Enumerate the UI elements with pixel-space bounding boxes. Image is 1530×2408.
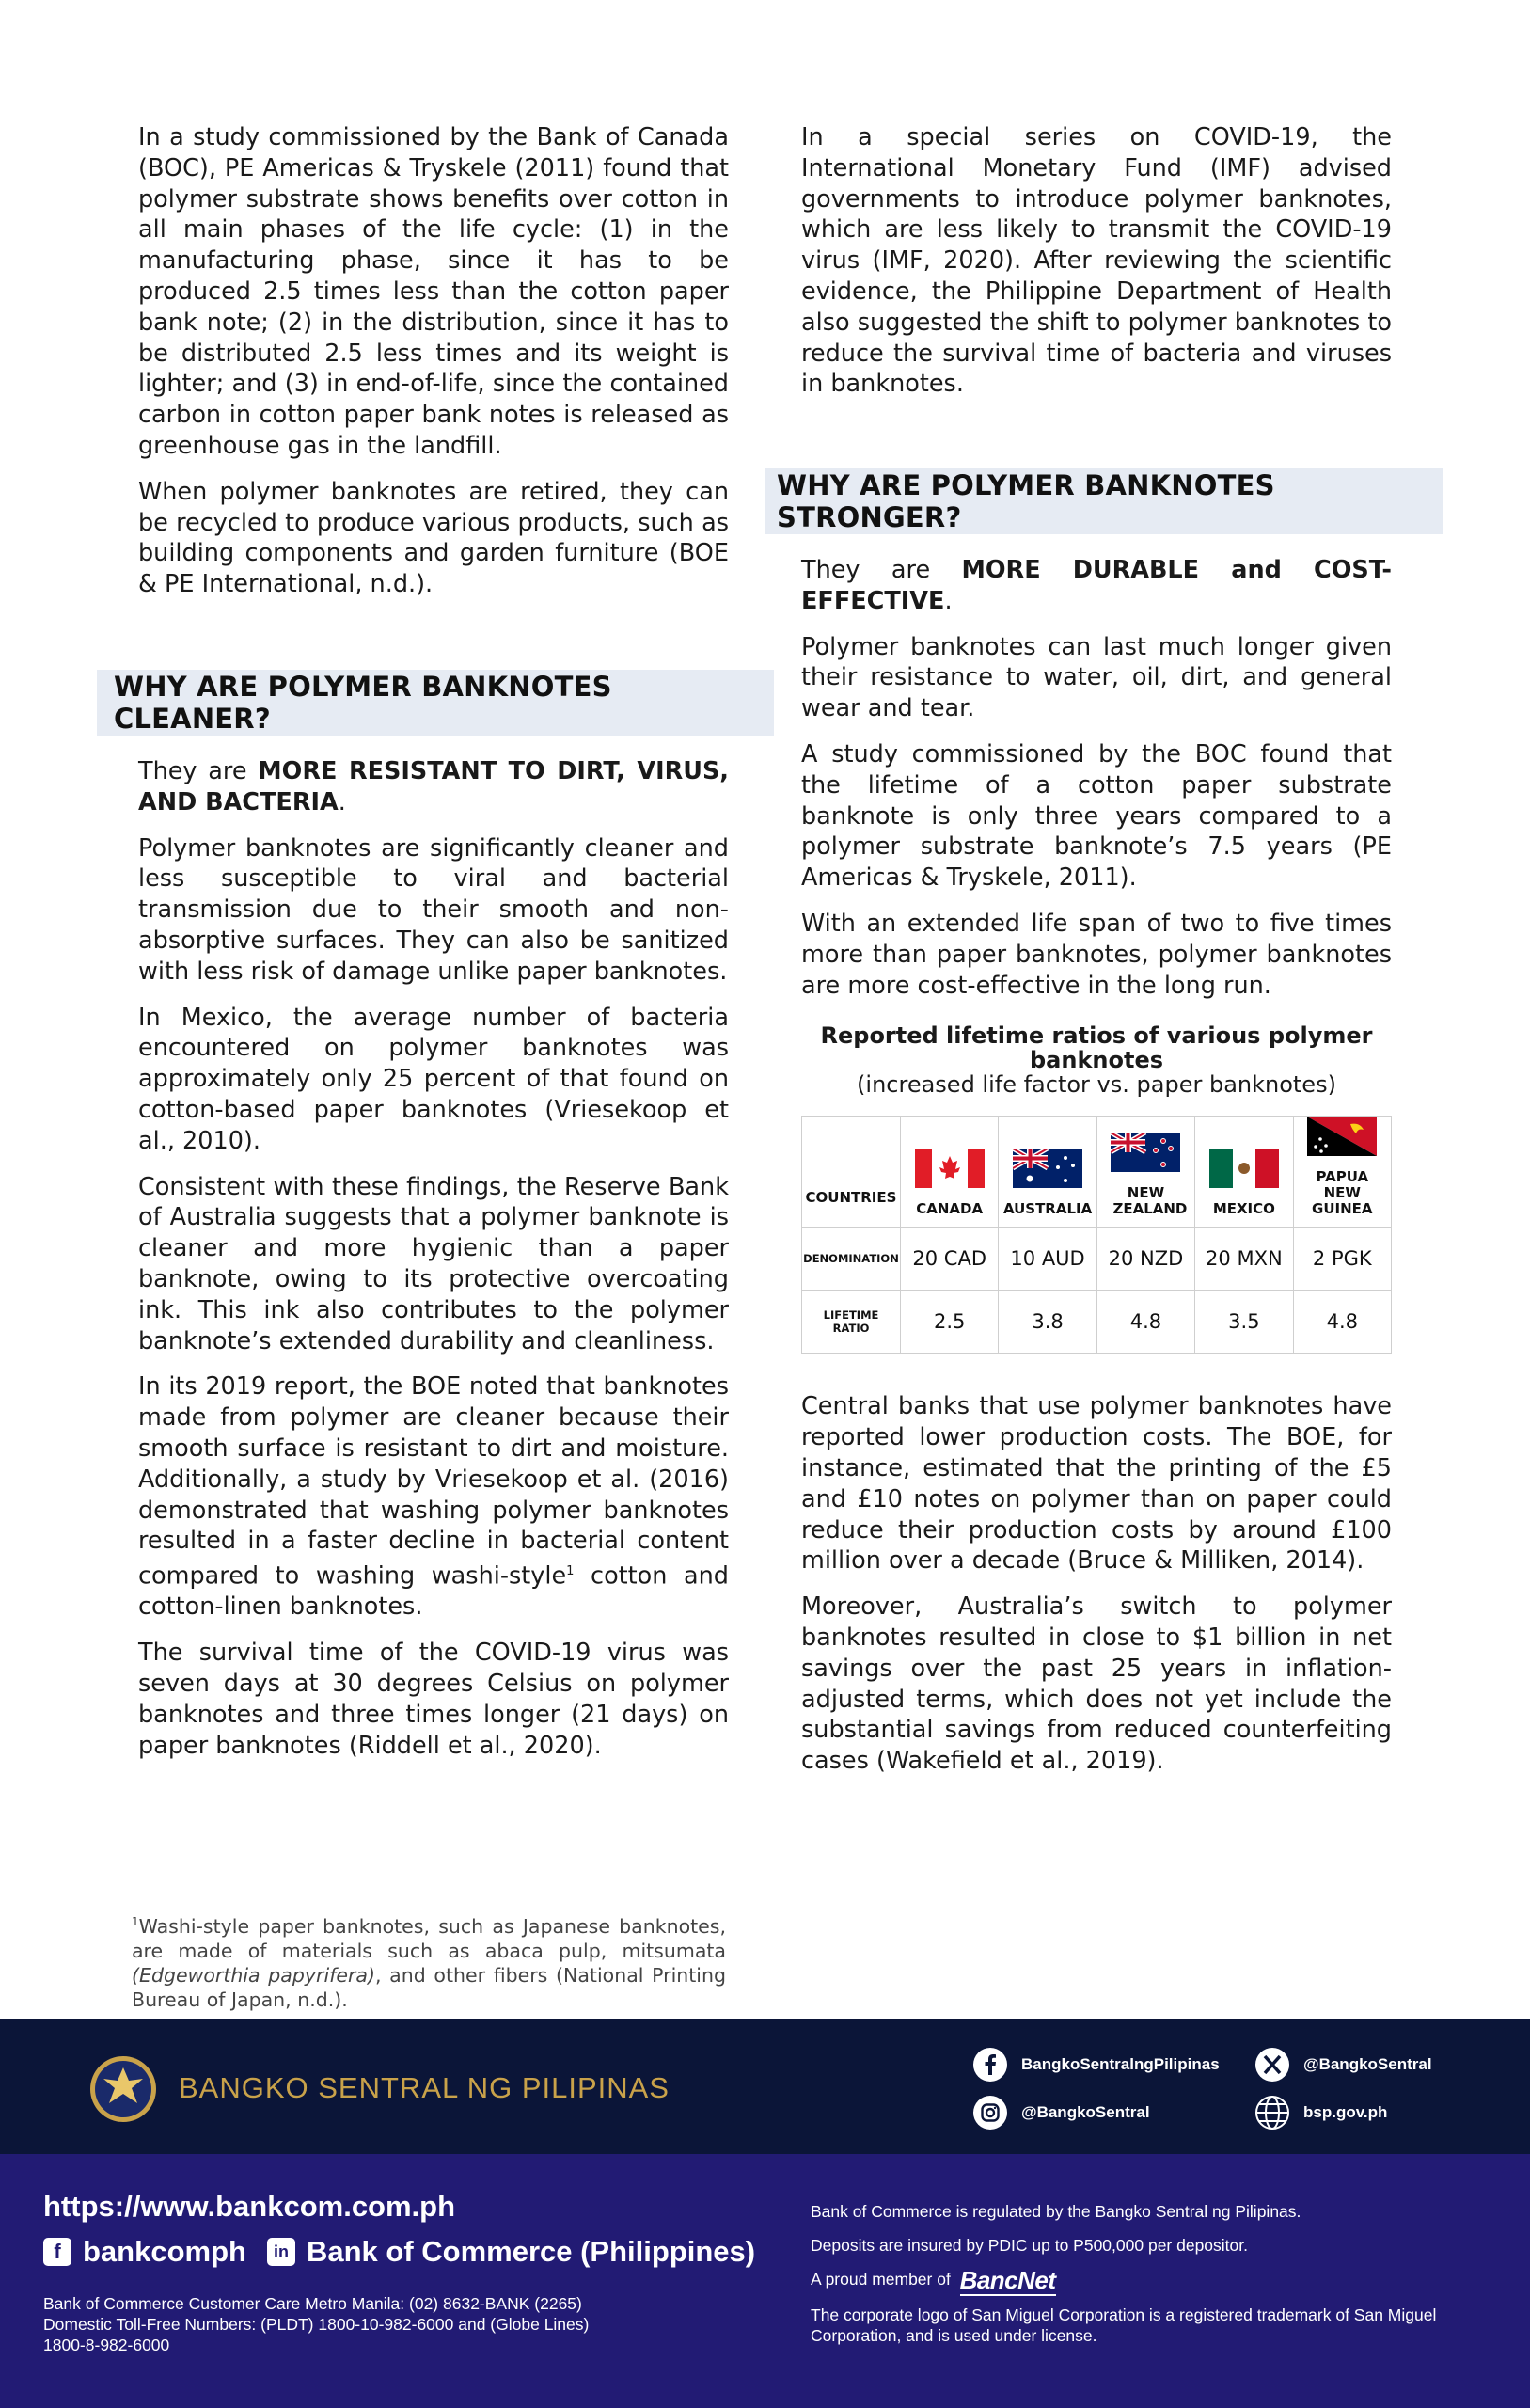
footnote-text: Washi-style paper banknotes, such as Japanese banknotes, are made of materials such as abaca pulp, mitsumata: [132, 1914, 726, 1962]
table-header-cell: [1195, 1117, 1293, 1228]
trademark-note: The corporate logo of San Miguel Corporation is a registered trademark of San Miguel Corporation, and is used under license.: [811, 2305, 1437, 2346]
section-heading-stronger: WHY ARE POLYMER BANKNOTES STRONGER?: [777, 469, 1275, 533]
paragraph: Consistent with these findings, the Reserve Bank of Australia suggests that a polymer banknote is cleaner and more hygienic than a paper banknote, owing to its protective overcoating ink. This ink also contributes to the polymer banknote’s extended durability and cleanliness.: [138, 1172, 729, 1355]
country-name: CANADA: [916, 1200, 984, 1218]
boc-disclaimers: [811, 2201, 1488, 2359]
paragraph: In Mexico, the average number of bacteria encountered on polymer banknotes was approximately only 25 percent of that found on cotton-based paper banknotes (Vriesekoop et al., 2010).: [138, 1003, 729, 1155]
table-cell: 3.8: [999, 1291, 1096, 1354]
bsp-footer-band: [0, 2019, 1530, 2154]
mexico-flag-icon: [1209, 1149, 1279, 1188]
table-cell: 4.8: [1096, 1291, 1194, 1354]
membership-note: [811, 2266, 1488, 2295]
paragraph: Central banks that use polymer banknotes have reported lower production costs. The BOE, for instance, estimated that the printing of the £5 and £10 notes on polymer than on paper could reduce their production costs by around £100 million over a decade (Bruce & Milliken, 2014).: [801, 1392, 1392, 1576]
table-row-lifetime-ratio: [802, 1291, 1392, 1354]
right-column: [801, 122, 1392, 415]
paragraph-part: In its 2019 report, the BOE noted that banknotes made from polymer are cleaner because their smooth surface is resistant to dirt and moisture. Additionally, a study by Vriesekoop et al. (2016) demonstrated that washing polymer banknotes resulted in a faster decline in bacterial content compared to washing washi-style: [138, 1372, 729, 1591]
paragraph: [138, 1371, 729, 1623]
paragraph: Moreover, Australia’s switch to polymer banknotes resulted in close to $1 billion in net savings over the past 25 years in inflation-adjusted terms, which does not yet include the substantial savings from reduced counterfeiting cases (Wakefield et al., 2019).: [801, 1592, 1392, 1776]
lead-prefix: They are: [138, 757, 259, 785]
linkedin-icon: in: [267, 2238, 295, 2266]
boc-website-link[interactable]: https://www.bankcom.com.ph: [43, 2190, 456, 2223]
right-column-continued: [801, 555, 1392, 1792]
paragraph-part: cotton and cotton-linen banknotes.: [138, 1561, 729, 1622]
table-cell: 20 MXN: [1195, 1228, 1293, 1291]
country-name: MEXICO: [1212, 1200, 1275, 1218]
facebook-icon: [972, 2047, 1008, 2083]
footnote-number: 1: [132, 1915, 139, 1928]
paragraph: A study commissioned by the BOC found that the lifetime of a cotton paper substrate banknote is only three years compared to a polymer substrate banknote’s 7.5 years (PE Americas & Tryskele, 2011).: [801, 739, 1392, 893]
header-label-text: COUNTRIES: [805, 1189, 897, 1207]
table-row-denomination: [802, 1228, 1392, 1291]
paragraph: Polymer banknotes are significantly cleaner and less susceptible to viral and bacterial transmission due to their smooth and non-absorptive surfaces. They can also be sanitized with less risk of damage unlike paper banknotes.: [138, 833, 729, 986]
canada-flag-icon: [915, 1149, 985, 1188]
paragraph: The survival time of the COVID-19 virus was seven days at 30 degrees Celsius on polymer banknotes and three times longer (21 days) on paper banknotes (Riddell et al., 2020).: [138, 1639, 729, 1760]
bsp-seal-icon: [88, 2054, 158, 2124]
boc-contact-info: [43, 2293, 683, 2355]
boc-facebook-link[interactable]: bankcomph: [83, 2235, 246, 2268]
pdic-note: Deposits are insured by PDIC up to P500,000 per depositor.: [811, 2236, 1248, 2255]
table-header-label: [802, 1117, 901, 1228]
table-header-cell: [1096, 1117, 1194, 1228]
papua-new-guinea-flag-icon: [1307, 1117, 1377, 1156]
table-cell: 2.5: [901, 1291, 999, 1354]
lead-prefix: They are: [801, 556, 962, 584]
table-subtitle: (increased life factor vs. paper banknotes): [857, 1071, 1336, 1099]
table-header-cell: [999, 1117, 1096, 1228]
table-title: Reported lifetime ratios of various polymer banknotes: [820, 1022, 1373, 1074]
boc-social-row: [43, 2235, 755, 2269]
row-label: DENOMINATION: [802, 1228, 901, 1291]
australia-flag-icon: [1013, 1149, 1082, 1188]
contact-line: 1800-8-982-6000: [43, 2336, 170, 2354]
country-name: NEW ZEALAND: [1112, 1184, 1188, 1218]
footnote: [132, 1909, 726, 2012]
footnote-italic: (Edgeworthia papyrifera): [132, 1963, 375, 1987]
left-column: [138, 122, 729, 615]
paragraph: In a study commissioned by the Bank of Canada (BOC), PE Americas & Tryskele (2011) found that polymer substrate shows benefits over cotton in all main phases of the life cycle: (1) in the manufacturing phase, since it has to be produced 2.5 times less than the cotton paper bank note; (2) in the distribution, since it has to be distributed 2.5 less times and its weight is lighter; and (3) in end-of-life, since the contained carbon in cotton paper bank notes is released as greenhouse gas in the landfill.: [138, 123, 729, 460]
lifetime-ratio-table: [801, 1116, 1392, 1354]
boc-linkedin-link[interactable]: Bank of Commerce (Philippines): [306, 2235, 756, 2268]
instagram-handle: @BangkoSentral: [1021, 2103, 1150, 2121]
left-column-continued: [138, 756, 729, 1776]
x-icon: [1254, 2047, 1290, 2083]
x-handle: @BangkoSentral: [1303, 2055, 1432, 2073]
bsp-facebook-link[interactable]: [972, 2047, 1220, 2083]
website-text: bsp.gov.ph: [1303, 2103, 1388, 2121]
contact-line: Domestic Toll-Free Numbers: (PLDT) 1800-10-982-6000 and (Globe Lines): [43, 2315, 590, 2334]
paragraph: Polymer banknotes can last much longer given their resistance to water, oil, dirt, and general wear and tear.: [801, 632, 1392, 723]
bsp-website-link[interactable]: [1254, 2095, 1387, 2131]
table-cell: 2 PGK: [1293, 1228, 1391, 1291]
section-heading-cleaner: WHY ARE POLYMER BANKNOTES CLEANER?: [114, 671, 612, 735]
paragraph: In a special series on COVID-19, the International Monetary Fund (IMF) advised governments to introduce polymer banknotes, which are less likely to transmit the COVID-19 virus (IMF, 2020). After reviewing the scientific evidence, the Philippine Department of Health also suggested the shift to polymer banknotes to reduce the survival time of bacteria and viruses in banknotes.: [801, 123, 1392, 399]
facebook-square-icon: f: [43, 2238, 71, 2266]
boc-footer-band: [0, 2154, 1530, 2408]
new-zealand-flag-icon: [1111, 1133, 1180, 1172]
globe-icon: [1254, 2095, 1290, 2131]
table-cell: 10 AUD: [999, 1228, 1096, 1291]
bancnet-logo: BancNet: [959, 2266, 1056, 2295]
lead-suffix: .: [944, 586, 953, 615]
table-cell: 20 CAD: [901, 1228, 999, 1291]
contact-line: Bank of Commerce Customer Care Metro Manila: (02) 8632-BANK (2265): [43, 2294, 582, 2313]
lifetime-ratio-table-block: [801, 1023, 1392, 1354]
row-label: LIFETIME RATIO: [802, 1291, 901, 1354]
facebook-handle: BangkoSentralngPilipinas: [1021, 2055, 1220, 2073]
lead-bold: MORE DURABLE and COST-EFFECTIVE: [801, 556, 1392, 615]
footnote-text: , and other fibers (National Printing Bureau of Japan, n.d.).: [132, 1963, 726, 2011]
bsp-name: BANGKO SENTRAL NG PILIPINAS: [179, 2071, 670, 2104]
section-heading-band: [765, 468, 1443, 534]
table-header-row: [802, 1117, 1392, 1228]
regulation-note: Bank of Commerce is regulated by the Bangko Sentral ng Pilipinas.: [811, 2202, 1301, 2221]
lead-statement: [138, 756, 729, 818]
membership-text: A proud member of: [811, 2270, 951, 2289]
right-column-lower: [801, 1391, 1392, 1777]
country-name: PAPUA NEW GUINEA: [1312, 1168, 1373, 1218]
instagram-icon: [972, 2095, 1008, 2131]
lead-suffix: .: [338, 787, 346, 816]
table-header-cell: [1293, 1117, 1391, 1228]
bsp-instagram-link[interactable]: [972, 2095, 1150, 2131]
footnote-marker[interactable]: 1: [566, 1564, 575, 1579]
lead-statement: [801, 555, 1392, 617]
lead-bold: MORE RESISTANT TO DIRT, VIRUS, AND BACTERIA: [138, 757, 729, 816]
country-name: AUSTRALIA: [1002, 1200, 1093, 1218]
table-header-cell: [901, 1117, 999, 1228]
paragraph: With an extended life span of two to five times more than paper banknotes, polymer banknotes are more cost-effective in the long run.: [801, 909, 1392, 1000]
table-cell: 20 NZD: [1096, 1228, 1194, 1291]
table-cell: 4.8: [1293, 1291, 1391, 1354]
section-heading-band: [97, 670, 774, 736]
bsp-x-link[interactable]: [1254, 2047, 1432, 2083]
paragraph: When polymer banknotes are retired, they can be recycled to produce various products, such as building components and garden furniture (BOE & PE International, n.d.).: [138, 477, 729, 599]
table-cell: 3.5: [1195, 1291, 1293, 1354]
